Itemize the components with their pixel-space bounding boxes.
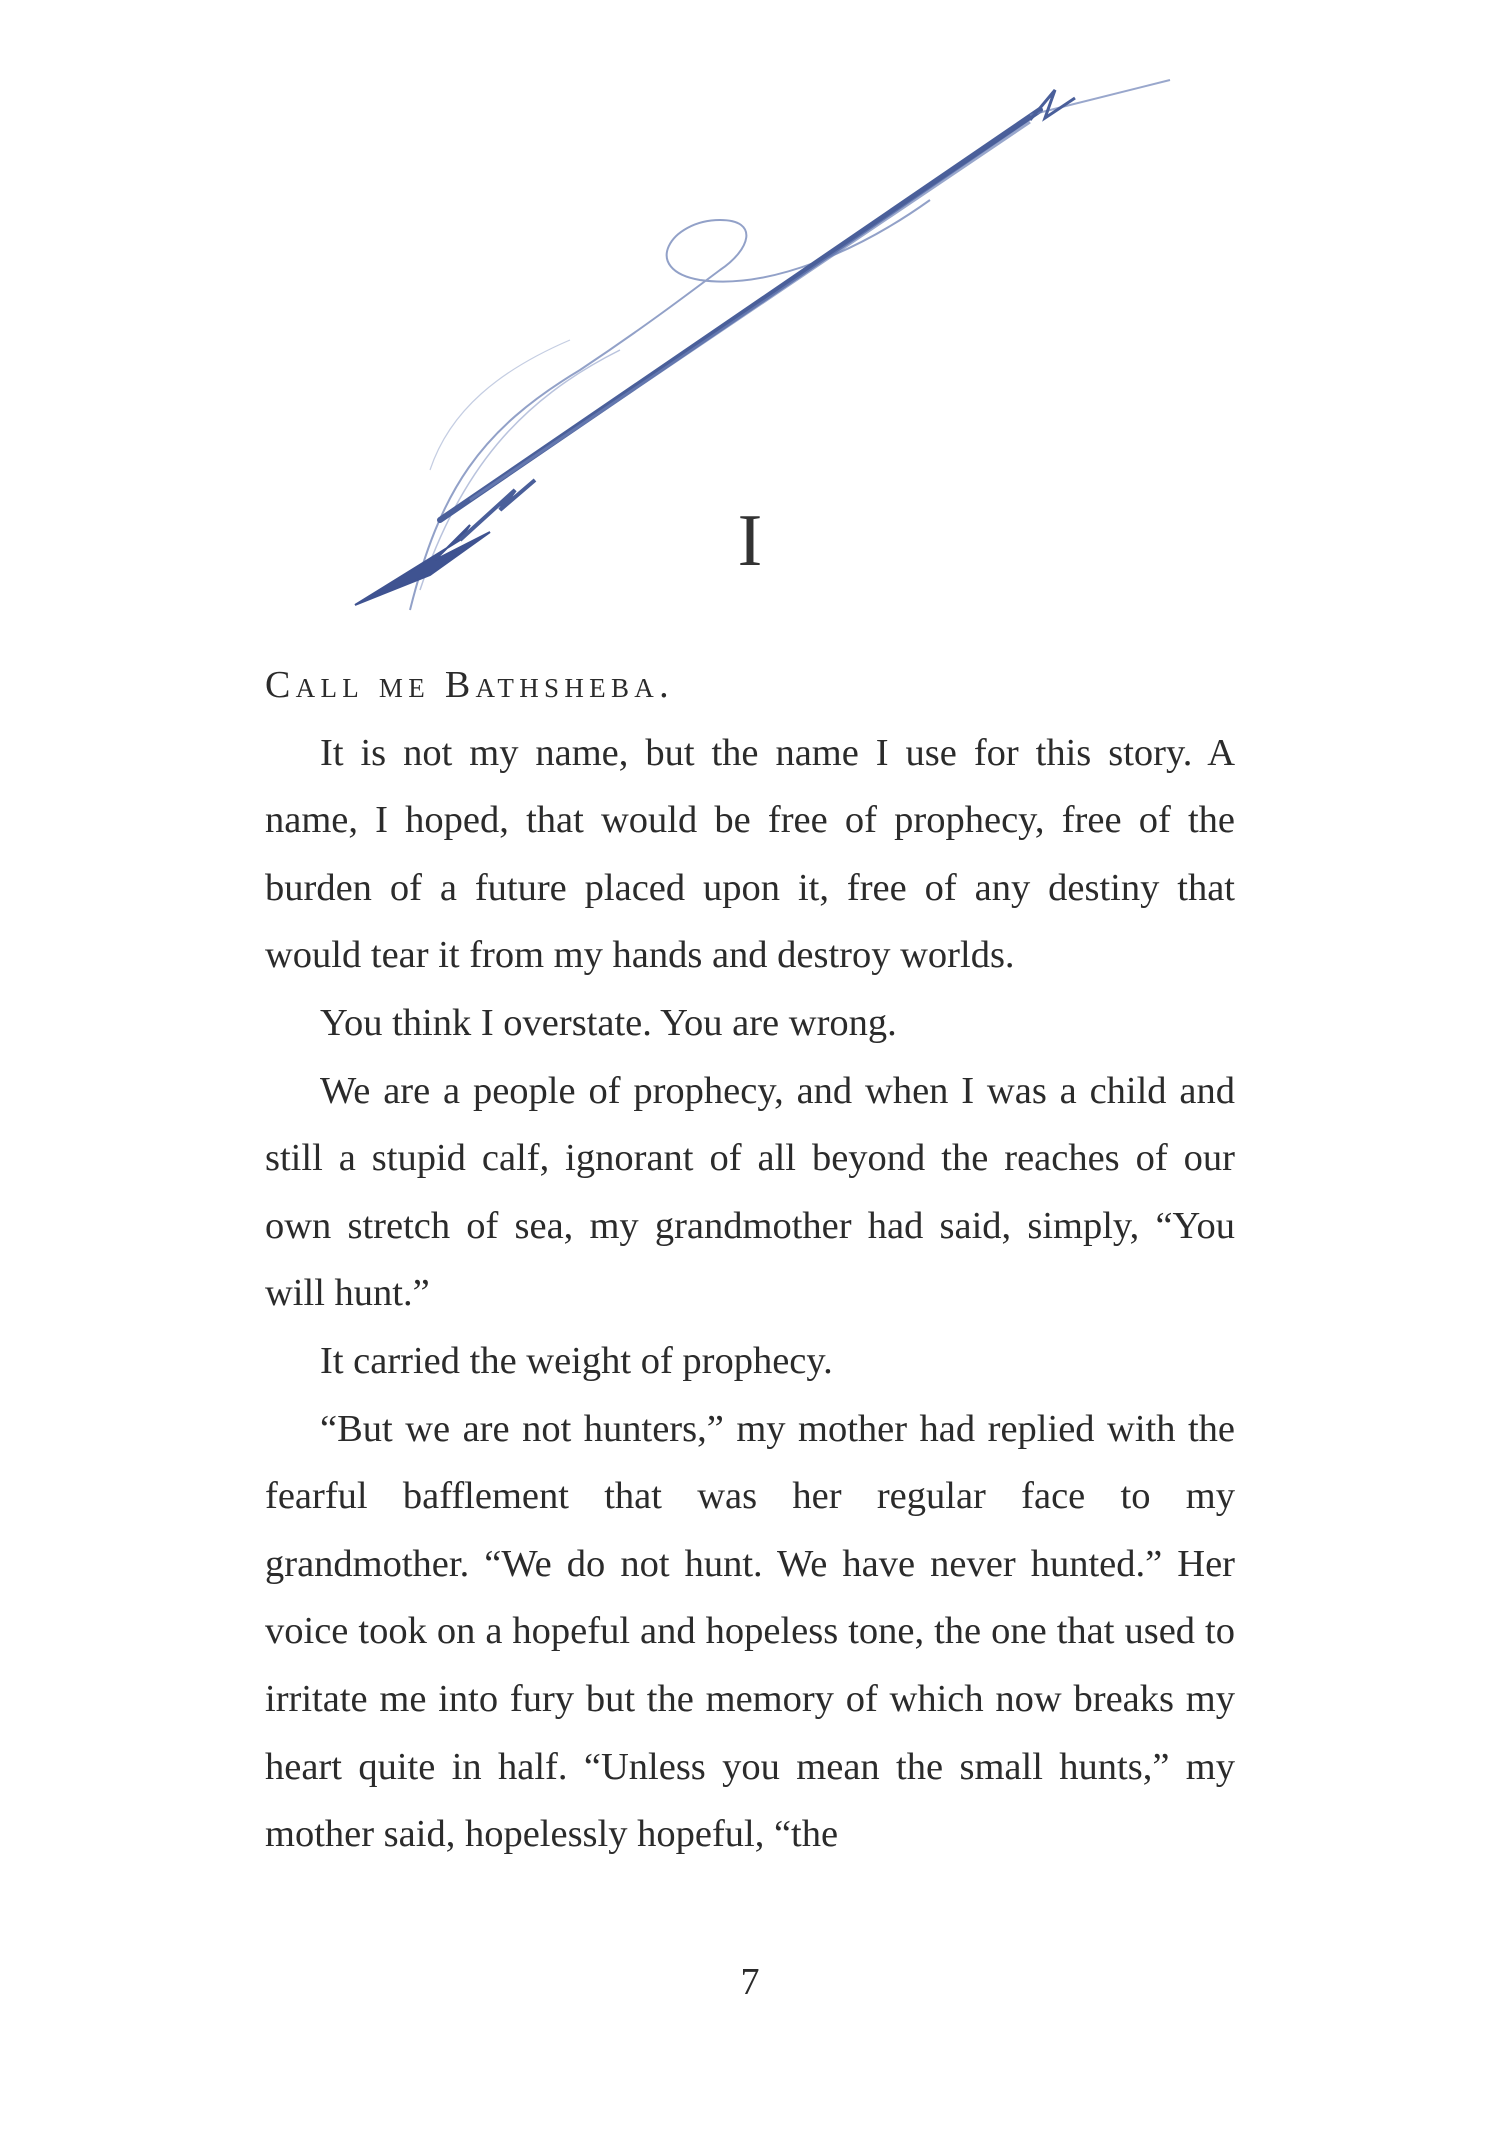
paragraph: It carried the weight of prophecy. (320, 1339, 833, 1382)
chapter-text (265, 652, 1235, 1869)
paragraph: We are a people of prophecy, and when I was a child and still a stupid calf, ignorant of all beyond the reaches of our own stretch of sea, my grandmother had said, simply, “You will hunt.” (265, 1069, 1235, 1315)
paragraph: “But we are not hunters,” my mother had replied with the fearful bafflement that was her regular face to my grandmother. “We do not hunt. We have never hunted.” Her voice took on a hopeful and hopeless tone, the one that used to irritate me into fury but the memory of which now breaks my heart quite in half. “Unless you mean the small hunts,” my mother said, hopelessly hopeful, “the (265, 1407, 1235, 1856)
chapter-number: I (737, 500, 763, 582)
opening-line: Call me Bathsheba. (265, 664, 674, 706)
paragraph: It is not my name, but the name I use for this story. A name, I hoped, that would be free of prophecy, free of the burden of a future placed upon it, free of any destiny that would tear it from my hands and destroy worlds. (265, 731, 1235, 977)
page-number: 7 (740, 1961, 760, 2003)
paragraph: You think I overstate. You are wrong. (320, 1001, 897, 1044)
